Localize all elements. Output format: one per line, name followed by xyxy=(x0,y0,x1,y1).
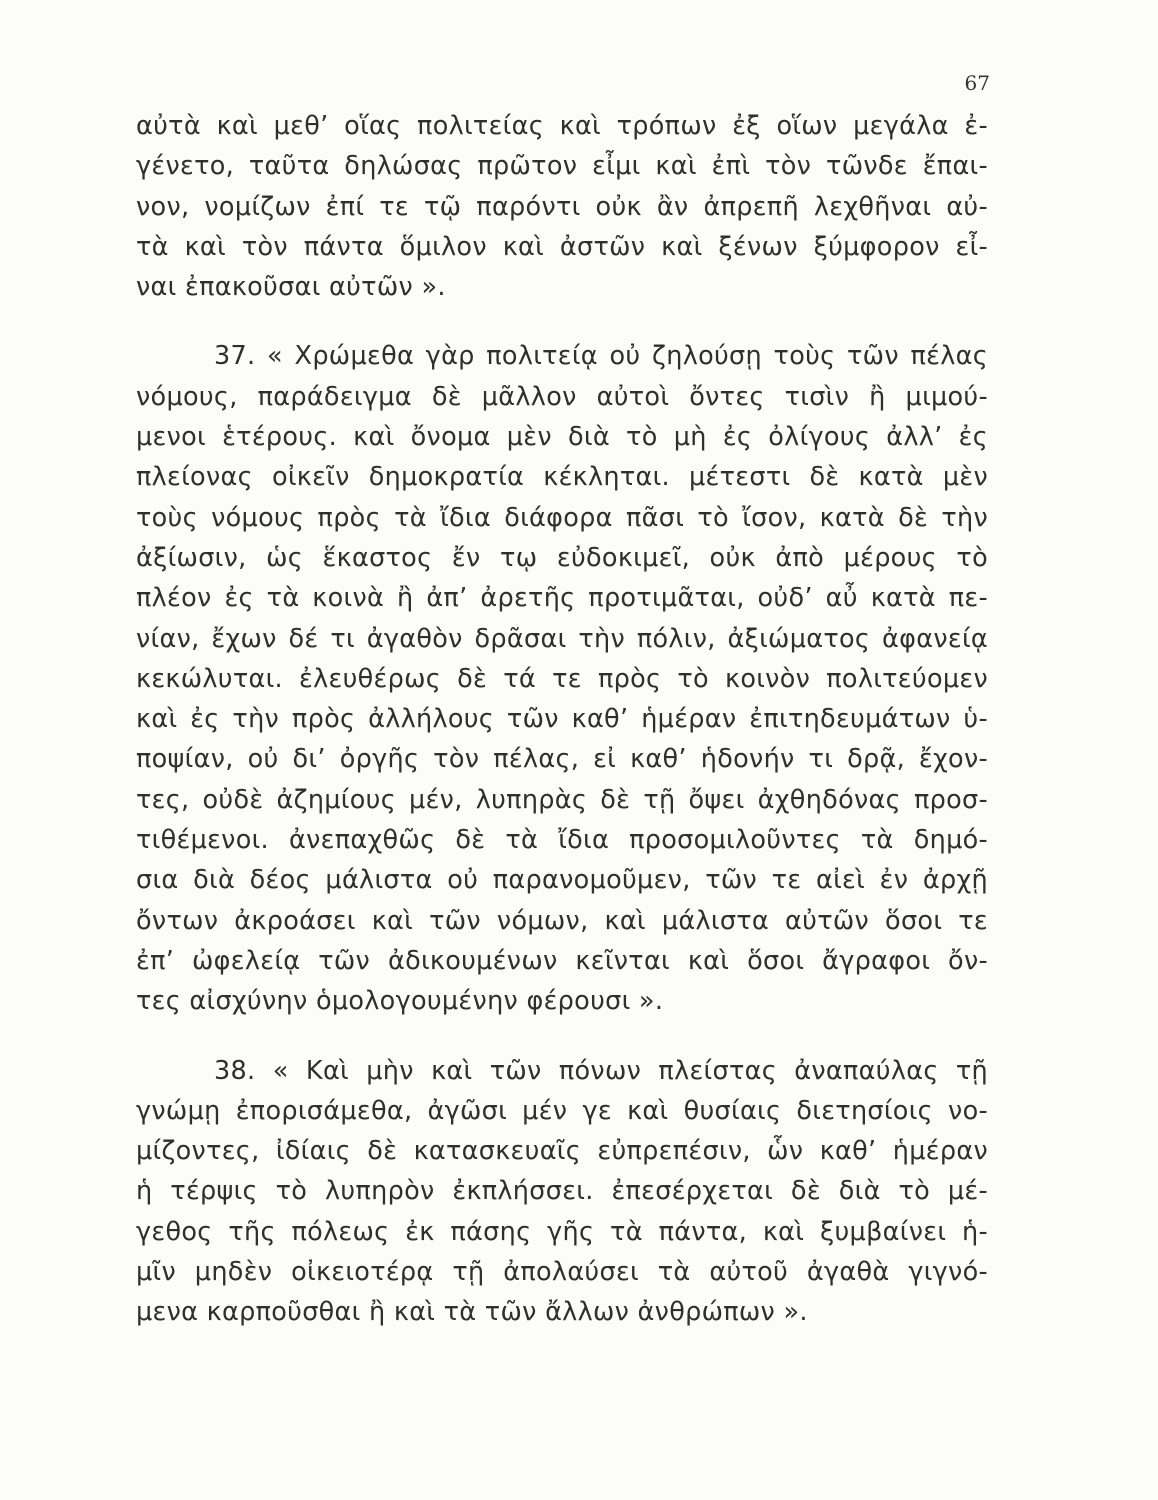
text-line: πλείονας οἰκεῖν δημοκρατία κέκληται. μέτεστι δὲ κατὰ μὲν xyxy=(136,462,988,493)
text-line: γένετο, ταῦτα δηλώσας πρῶτον εἶμι καὶ ἐπὶ τὸν τῶνδε ἔπαι- xyxy=(136,151,988,182)
text-line: τιθέμενοι. ἀνεπαχθῶς δὲ τὰ ἴδια προσομιλοῦντες τὰ δημό- xyxy=(136,825,988,856)
body-text xyxy=(136,106,988,1333)
text-line: κεκώλυται. ἐλευθέρως δὲ τά τε πρὸς τὸ κοινὸν πολιτεύομεν xyxy=(136,663,988,694)
page-number: 67 xyxy=(964,71,990,95)
text-line: σια διὰ δέος μάλιστα οὐ παρανομοῦμεν, τῶν τε αἰεὶ ἐν ἀρχῇ xyxy=(136,865,988,896)
text-line: νον, νομίζων ἐπί τε τῷ παρόντι οὐκ ἂν ἀπρεπῆ λεχθῆναι αὐ- xyxy=(136,191,988,222)
text-line: ἡ τέρψις τὸ λυπηρὸν ἐκπλήσσει. ἐπεσέρχεται δὲ διὰ τὸ μέ- xyxy=(136,1176,988,1207)
text-line: 38. « Καὶ μὴν καὶ τῶν πόνων πλείστας ἀναπαύλας τῇ xyxy=(214,1055,988,1086)
paragraph-section-38 xyxy=(136,1051,988,1333)
text-line: γεθος τῆς πόλεως ἐκ πάσης γῆς τὰ πάντα, καὶ ξυμβαίνει ἡ- xyxy=(136,1216,988,1247)
text-line: καὶ ἐς τὴν πρὸς ἀλλήλους τῶν καθ’ ἡμέραν ἐπιτηδευμάτων ὑ- xyxy=(136,704,988,735)
text-line: γνώμῃ ἐπορισάμεθα, ἀγῶσι μέν γε καὶ θυσίαις διετησίοις νο- xyxy=(136,1095,988,1126)
text-line: τὰ καὶ τὸν πάντα ὅμιλον καὶ ἀστῶν καὶ ξένων ξύμφορον εἶ- xyxy=(136,231,988,262)
text-line: αὐτὰ καὶ μεθ’ οἵας πολιτείας καὶ τρόπων ἐξ οἵων μεγάλα ἐ- xyxy=(136,111,988,141)
text-line: μενα καρποῦσθαι ἢ καὶ τὰ τῶν ἄλλων ἀνθρώπων ». xyxy=(136,1297,808,1328)
text-line: τοὺς νόμους πρὸς τὰ ἴδια διάφορα πᾶσι τὸ ἴσον, κατὰ δὲ τὴν xyxy=(136,502,988,533)
text-line: μῖν μηδὲν οἰκειοτέρᾳ τῇ ἀπολαύσει τὰ αὐτοῦ ἀγαθὰ γιγνό- xyxy=(136,1257,988,1288)
paragraph-section-37 xyxy=(136,336,988,1021)
text-line: μενοι ἑτέρους. καὶ ὄνομα μὲν διὰ τὸ μὴ ἐς ὀλίγους ἀλλ’ ἐς xyxy=(136,422,988,453)
text-line: ἀξίωσιν, ὡς ἕκαστος ἔν τῳ εὐδοκιμεῖ, οὐκ ἀπὸ μέρους τὸ xyxy=(136,542,988,573)
text-line: μίζοντες, ἰδίαις δὲ κατασκευαῖς εὐπρεπέσιν, ὧν καθ’ ἡμέραν xyxy=(136,1136,988,1167)
text-line: νίαν, ἔχων δέ τι ἀγαθὸν δρᾶσαι τὴν πόλιν, ἀξιώματος ἀφανείᾳ xyxy=(136,623,988,654)
text-line: νόμους, παράδειγμα δὲ μᾶλλον αὐτοὶ ὄντες τισὶν ἢ μιμού- xyxy=(136,381,988,412)
paragraph-continuation xyxy=(136,106,988,307)
text-line: τες αἰσχύνην ὁμολογουμένην φέρουσι ». xyxy=(136,986,664,1017)
text-line: πλέον ἐς τὰ κοινὰ ἢ ἀπ’ ἀρετῆς προτιμᾶται, οὐδ’ αὖ κατὰ πε- xyxy=(136,583,988,614)
text-line: ἐπ’ ὠφελείᾳ τῶν ἀδικουμένων κεῖνται καὶ ὅσοι ἄγραφοι ὄν- xyxy=(136,945,988,976)
text-line: 37. « Χρώμεθα γὰρ πολιτείᾳ οὐ ζηλούσῃ τοὺς τῶν πέλας xyxy=(214,341,988,372)
text-line: ὄντων ἀκροάσει καὶ τῶν νόμων, καὶ μάλιστα αὐτῶν ὅσοι τε xyxy=(136,905,988,936)
text-line: τες, οὐδὲ ἀζημίους μέν, λυπηρὰς δὲ τῇ ὄψει ἀχθηδόνας προσ- xyxy=(136,784,988,815)
text-line: ναι ἐπακοῦσαι αὐτῶν ». xyxy=(136,272,446,303)
text-line: ποψίαν, οὐ δι’ ὀργῆς τὸν πέλας, εἰ καθ’ ἡδονήν τι δρᾷ, ἔχον- xyxy=(136,744,988,775)
